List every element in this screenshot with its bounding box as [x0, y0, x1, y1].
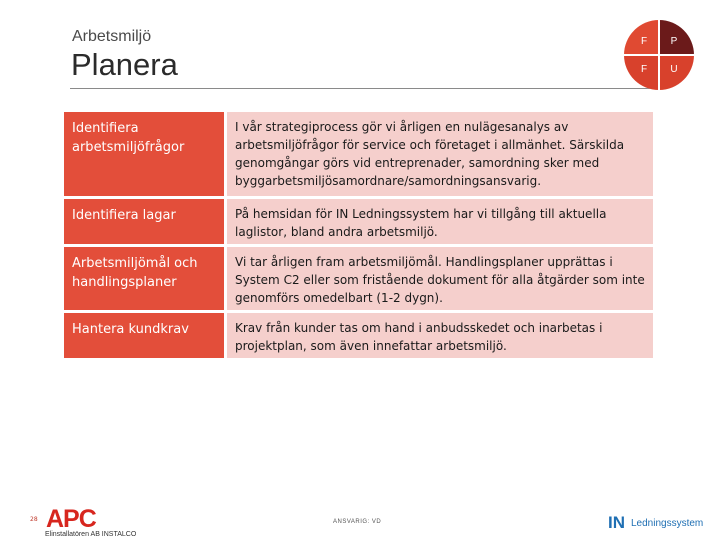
- in-logo-mark: IN: [608, 513, 625, 532]
- table-row: [64, 199, 653, 244]
- row-label: Identifiera arbetsmiljöfrågor: [64, 112, 224, 196]
- row-text: I vår strategiprocess gör vi årligen en nulägesanalys av arbetsmiljöfrågor för service och företaget i allmänhet. Särskilda genomgångar görs vid entreprenader, samordning sker med byggarbetsmiljösamordnare/samordningsansvarig.: [227, 112, 653, 196]
- page-number: 28: [30, 516, 38, 523]
- row-text: På hemsidan för IN Ledningssystem har vi tillgång till aktuella laglistor, bland andra arbetsmiljö.: [227, 199, 653, 244]
- title-divider: [70, 88, 652, 89]
- row-text: Krav från kunder tas om hand i anbudsskedet och inarbetas i projektplan, som även innefattar arbetsmiljö.: [227, 313, 653, 358]
- table-row: [64, 247, 653, 310]
- in-logo-text: Ledningssystem: [631, 517, 704, 529]
- pdca-quadrant-top-left: F: [624, 20, 658, 54]
- pdca-circle: [624, 20, 694, 90]
- pdca-quadrant-top-right: P: [660, 20, 694, 54]
- row-label: Arbetsmiljömål och handlingsplaner: [64, 247, 224, 310]
- footer-responsible: ANSVARIG: VD: [333, 519, 382, 525]
- row-label: Identifiera lagar: [64, 199, 224, 244]
- page-title: Planera: [71, 47, 178, 82]
- apc-logo-text: APC: [46, 505, 96, 533]
- page-subtitle: Arbetsmiljö: [72, 28, 152, 45]
- table-row: [64, 313, 653, 358]
- pdca-quadrant-bottom-right: U: [660, 56, 694, 90]
- row-label: Hantera kundkrav: [64, 313, 224, 358]
- table-row: [64, 112, 653, 196]
- pdca-quadrant-bottom-left: F: [624, 56, 658, 90]
- content-table: [64, 112, 653, 361]
- in-ledningssystem-logo: [608, 513, 703, 533]
- apc-logo-subtext: Elinstallatören AB INSTALCO: [45, 531, 137, 538]
- row-text: Vi tar årligen fram arbetsmiljömål. Handlingsplaner upprättas i System C2 eller som fristående dokument för alla åtgärder som inte genomförs omedelbart (1-2 dygn).: [227, 247, 653, 310]
